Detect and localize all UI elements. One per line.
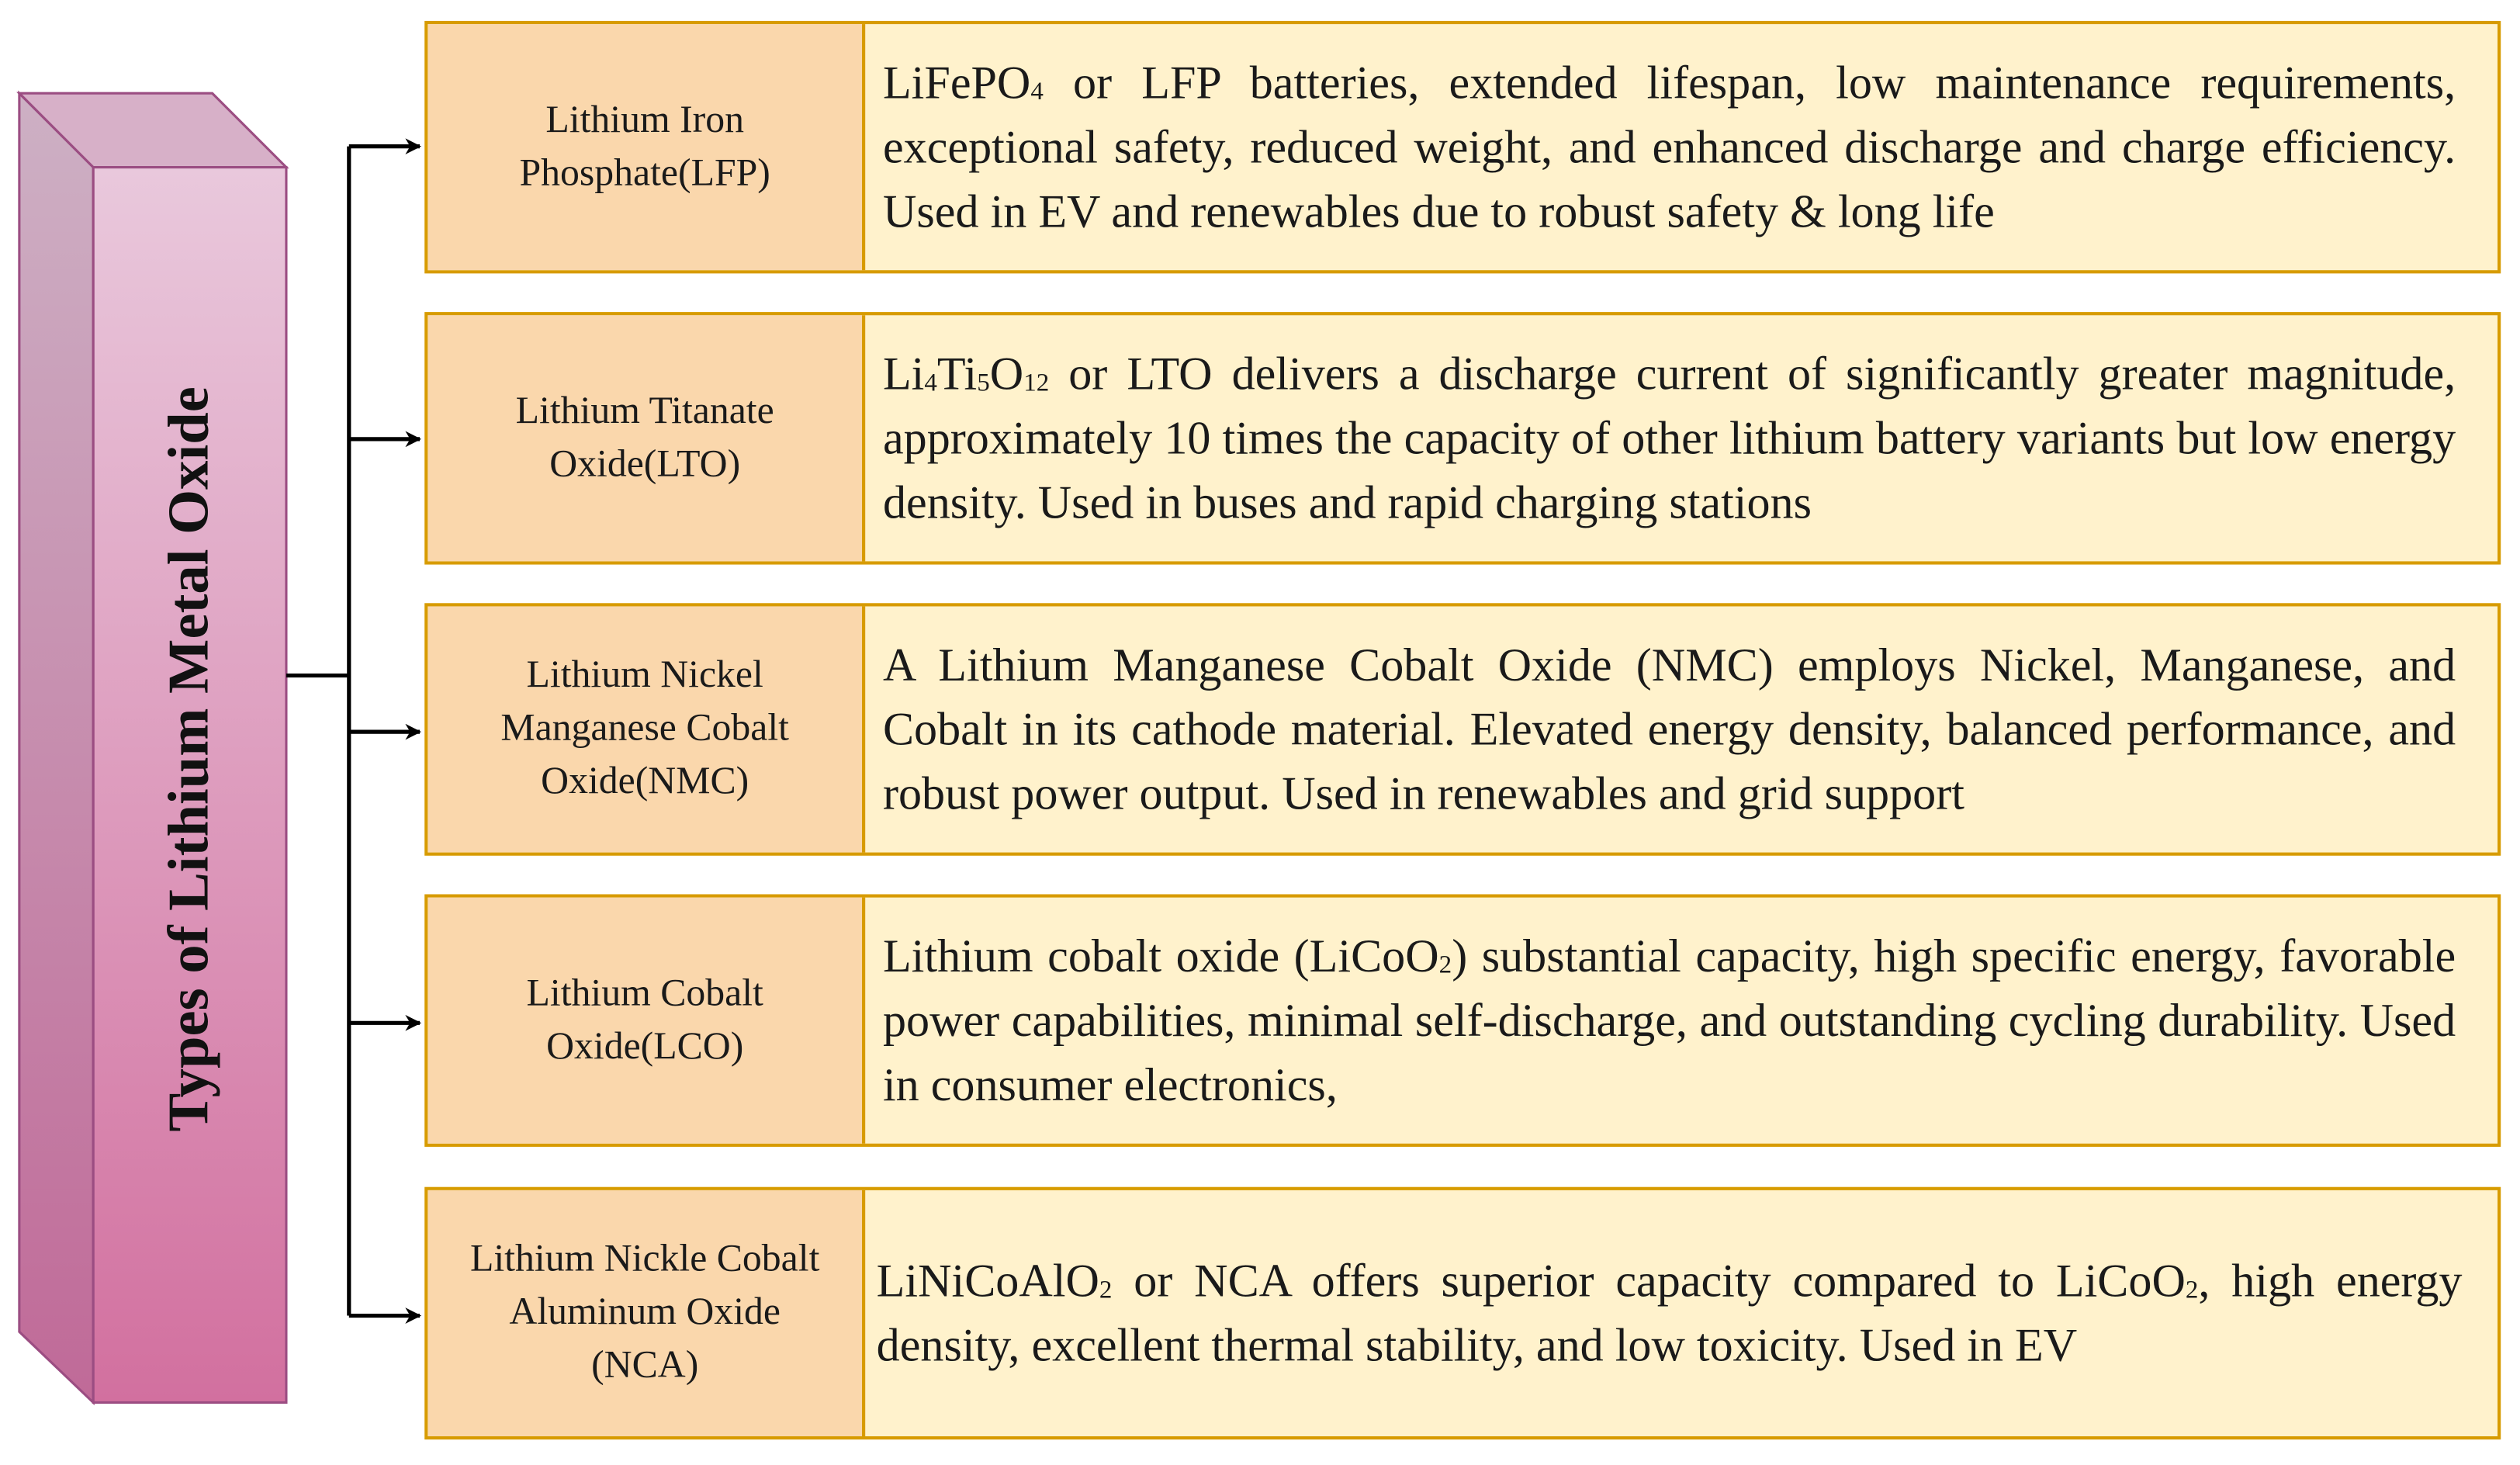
title-line: Lithium Nickel xyxy=(526,654,763,697)
desc-text: LiFePO xyxy=(882,57,1031,109)
pillar-side-face xyxy=(19,93,93,1402)
row-title-lto xyxy=(428,315,865,561)
row-nca xyxy=(424,1187,2501,1439)
desc-text: A Lithium Manganese Cobalt Oxide (NMC) employs Nickel, Manganese, and Cobalt in its cathode material. Elevated energy density, balanced performance, and robust power output. Used in renewables and grid support xyxy=(882,639,2456,820)
title-line: Oxide(NMC) xyxy=(541,760,749,803)
row-lfp xyxy=(424,21,2501,273)
row-desc-lfp xyxy=(883,50,2456,244)
chem-subscript: 2 xyxy=(1099,1276,1113,1304)
title-line: Lithium Titanate xyxy=(515,390,774,432)
title-line: Lithium Cobalt xyxy=(526,972,763,1014)
desc-text: O xyxy=(989,348,1024,400)
desc-text: , high energy density, excellent thermal stability, and low toxicity. Used in EV xyxy=(876,1255,2463,1372)
row-desc-nca xyxy=(877,1249,2463,1378)
desc-text: Lithium cobalt oxide (LiCoO xyxy=(882,930,1439,982)
desc-text: or LFP batteries, extended lifespan, low maintenance requirements, exceptional safety, reduced weight, and enhanced discharge and charge efficiency. Used in EV and renewables due to robust safety & long life xyxy=(882,57,2456,237)
title-line: Oxide(LTO) xyxy=(549,443,741,485)
desc-text: ) substantial capacity, high specific energy, favorable power capabilities, minimal self-discharge, and outstanding cycling durability. Used in consumer electronics, xyxy=(882,930,2456,1111)
chem-subscript: 4 xyxy=(924,369,937,397)
title-line: Oxide(LCO) xyxy=(546,1025,744,1068)
row-desc-lco xyxy=(883,924,2456,1117)
desc-text: LiNiCoAlO xyxy=(876,1255,1099,1307)
row-title-lfp xyxy=(428,24,865,270)
desc-text: or LTO delivers a discharge current of significantly greater magnitude, approximately 10 times the capacity of other lithium battery variants but low energy density. Used in buses and rapid charging stations xyxy=(882,348,2456,528)
chem-subscript: 5 xyxy=(977,369,990,397)
row-title-nmc xyxy=(428,606,865,852)
chem-subscript: 2 xyxy=(2185,1276,2199,1304)
row-nmc xyxy=(424,603,2501,855)
desc-text: or NCA offers superior capacity compared to LiCoO xyxy=(1112,1255,2186,1307)
row-title-nca xyxy=(428,1190,865,1436)
title-line: (NCA) xyxy=(591,1344,699,1387)
row-desc-lto xyxy=(883,341,2456,535)
title-line: Lithium Iron xyxy=(545,99,744,141)
row-lco xyxy=(424,894,2501,1146)
connector-lines xyxy=(286,147,420,1316)
row-title-lco xyxy=(428,898,865,1144)
desc-text: Li xyxy=(882,348,925,400)
title-line: Manganese Cobalt xyxy=(500,708,789,750)
title-line: Lithium Nickle Cobalt xyxy=(469,1238,820,1280)
chem-subscript: 2 xyxy=(1438,951,1452,978)
chem-subscript: 4 xyxy=(1030,78,1044,106)
pillar-title: Types of Lithium Metal Oxide xyxy=(156,386,220,1132)
row-lto xyxy=(424,312,2501,564)
desc-text: Ti xyxy=(936,348,978,400)
row-desc-nmc xyxy=(883,633,2456,826)
chem-subscript: 12 xyxy=(1023,369,1050,397)
title-line: Phosphate(LFP) xyxy=(519,151,770,194)
title-line: Aluminum Oxide xyxy=(509,1291,781,1334)
